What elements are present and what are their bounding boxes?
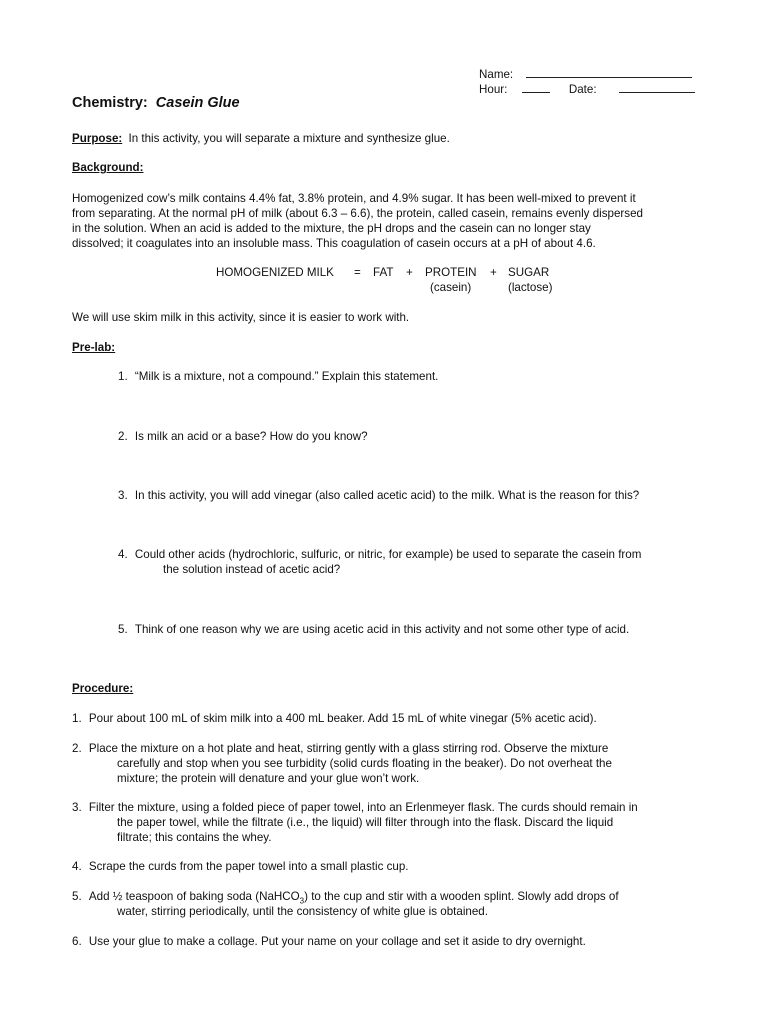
prelab-question-4 [118,547,698,577]
hour-blank[interactable] [522,81,550,93]
hour-date-row [479,81,695,97]
procedure-step-5 [72,889,702,919]
step-text-part: Add ½ teaspoon of baking soda (NaHCO [88,890,300,903]
step-text: Scrape the curds from the paper towel into a small plastic cup. [88,860,409,873]
prelab-question-5 [118,622,698,637]
prelab-question-3 [118,488,718,503]
step-text: Use your glue to make a collage. Put your name on your collage and set it aside to dry overnight. [88,935,586,948]
name-row [479,66,692,82]
equation-protein: PROTEIN [425,266,477,279]
procedure-step-4 [72,859,702,874]
equation-fat: FAT [373,266,394,279]
step-text-continued: water, stirring periodically, until the consistency of white glue is obtained. [117,905,488,918]
background-heading: Background: [72,161,144,174]
equation-plus: + [406,266,413,279]
question-number: 4. [118,548,128,561]
equation-lhs: HOMOGENIZED MILK [216,266,334,279]
name-label: Name: [479,68,514,81]
step-text-continued: carefully and stop when you see turbidity (solid curds floating in the beaker). Do not overheat the [117,757,612,770]
title-prefix: Chemistry: [72,95,148,111]
equation-equals: = [354,266,361,279]
equation-plus: + [490,266,497,279]
step-number: 3. [72,801,82,814]
step-text-part: ) to the cup and stir with a wooden splint. Slowly add drops of [304,890,619,903]
background-line: in the solution. When an acid is added to the mixture, the pH drops and the casein can no longer stay [72,222,591,235]
question-text: “Milk is a mixture, not a compound.” Explain this statement. [134,370,439,383]
question-text-continued: the solution instead of acetic acid? [163,563,341,576]
purpose-text: In this activity, you will separate a mixture and synthesize glue. [128,132,450,145]
purpose-label: Purpose: [72,132,123,145]
hour-label: Hour: [479,83,508,96]
question-number: 5. [118,623,128,636]
equation-sugar-note: (lactose) [508,281,553,294]
step-text: Filter the mixture, using a folded piece of paper towel, into an Erlenmeyer flask. The curds should remain in [88,801,638,814]
prelab-question-2 [118,429,698,444]
step-number: 5. [72,890,82,903]
procedure-step-6 [72,934,702,949]
question-number: 2. [118,430,128,443]
step-number: 6. [72,935,82,948]
step-text-continued: the paper towel, while the filtrate (i.e., the liquid) will filter through into the flask. Discard the liquid [117,816,614,829]
purpose-paragraph [72,131,450,146]
question-text: In this activity, you will add vinegar (also called acetic acid) to the milk. What is the reason for this? [134,489,640,502]
date-label: Date: [568,83,597,96]
question-text: Could other acids (hydrochloric, sulfuric, or nitric, for example) be used to separate the casein from [134,548,642,561]
question-number: 1. [118,370,128,383]
background-line: dissolved; it coagulates into an insoluble mass. This coagulation of casein occurs at a pH of about 4.6. [72,237,596,250]
equation-sugar: SUGAR [508,266,550,279]
background-line: Homogenized cow’s milk contains 4.4% fat, 3.8% protein, and 4.9% sugar. It has been well-mixed to prevent it [72,192,636,205]
name-blank[interactable] [526,66,692,78]
step-text-continued: mixture; the protein will denature and your glue won’t work. [117,772,420,785]
skim-milk-note: We will use skim milk in this activity, since it is easier to work with. [72,311,410,324]
prelab-heading: Pre-lab: [72,341,116,354]
question-number: 3. [118,489,128,502]
prelab-question-1 [118,369,698,384]
question-text: Is milk an acid or a base? How do you know? [134,430,368,443]
step-number: 2. [72,742,82,755]
title-subject: Casein Glue [155,95,240,111]
procedure-step-3 [72,800,702,845]
background-paragraph [72,191,702,251]
procedure-step-2 [72,741,702,786]
background-line: from separating. At the normal pH of milk (about 6.3 – 6.6), the protein, called casein, remains evenly dispersed [72,207,643,220]
question-text: Think of one reason why we are using acetic acid in this activity and not some other type of acid. [134,623,630,636]
procedure-heading: Procedure: [72,682,134,695]
subscript-3: 3 [299,896,305,906]
equation-protein-note: (casein) [430,281,472,294]
step-number: 4. [72,860,82,873]
step-text: Place the mixture on a hot plate and heat, stirring gently with a glass stirring rod. Observe the mixture [88,742,609,755]
procedure-step-1 [72,711,702,726]
step-text: Pour about 100 mL of skim milk into a 400 mL beaker. Add 15 mL of white vinegar (5% acetic acid). [88,712,597,725]
step-text-continued: filtrate; this contains the whey. [117,831,272,844]
step-text [88,890,619,906]
step-number: 1. [72,712,82,725]
page-title [72,96,240,111]
date-blank[interactable] [619,81,695,93]
